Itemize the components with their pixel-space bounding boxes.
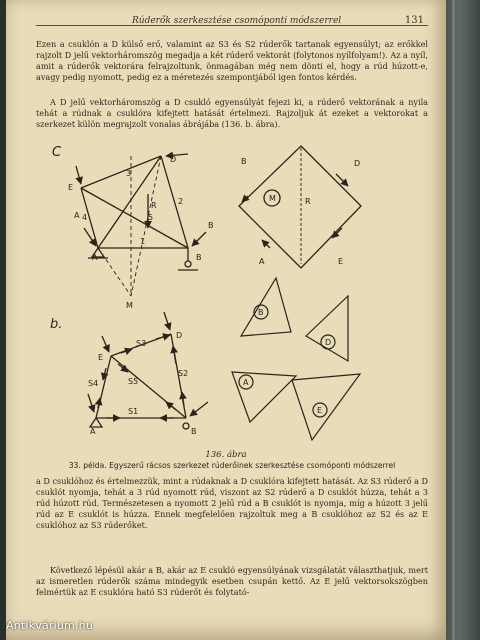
b-s5-label: S5 [128,377,139,386]
b-support-a [90,418,102,427]
b-support-b [183,423,189,429]
member-5 [81,188,188,248]
support-b-roller [185,261,191,267]
node-a-upper-label: A [74,211,80,220]
diamond-d-arrow [336,174,348,186]
b-s3-label: S3 [136,339,147,348]
diamond-d-label: D [354,159,361,168]
pole-m-label: M [269,194,276,203]
paragraph-2: A D jelű vektorháromszög a D csukló egyensúlyát fejezi ki, a rúderő vektorának a nyila tehát a rúdnak a csuklóra kifejtett hatását értelmezi. Rajzoljuk át ezeket a vektorokat a szerkezet külön megrajzolt vonalas ábrájába (136. b. ábra). [36,97,428,129]
load-b-arrow [192,232,206,246]
figure-number: 136. ábra [205,450,247,460]
b-reaction-a-arrow [88,394,94,412]
book-page [6,0,446,640]
diamond-e-label: E [338,257,344,266]
reaction-a-arrow [84,228,96,246]
point-m-label: M [126,301,133,310]
diamond-b-label: B [241,157,247,166]
paragraph-4: Következő lépésül akár a B, akár az E csukló egyensúlyának vizsgálatát választhatjuk, mert az ismeretlen rúderők száma mindegyik esetben csupán kettő. Az E jelű vektorsokszögben felmértük az E csuklóra ható S3 rúderőt és folytató- [36,565,428,597]
b-s3-d-arrow [156,335,170,339]
page-number: 131 [404,15,424,26]
b-s1-label: S1 [128,407,139,416]
b-node-b-label: B [191,427,197,436]
truss-labels-a [52,145,214,310]
node-b-label: B [196,253,202,262]
b-s3-e-arrow [121,349,132,353]
b-node-a-label: A [90,427,96,436]
b-load-b-arrow [190,402,208,416]
header-rule [36,25,428,26]
resultant-r-label: R [151,201,157,210]
watermark: Antikvárium.hu [6,619,93,632]
node-d-label: D [170,155,177,164]
polygon-d-label: D [325,338,332,347]
paragraph-1: Ezen a csuklón a D külső erő, valamint az S3 és S2 rúderők tartanak egyensúlyt; az erőkkel rajzolt D jelű vektorháromszög megadja a két rúderő vektorát (folytonos nyílfolyam!). Az a nyíl, amit a rúderők vektorára felrajzoltunk, önmagában még nem dönti el, hogy a rúd húzott-e, avagy pedig nyomott, pedig ez a méretezés szempontjából igen fontos kérdés. [36,39,428,82]
member-2-number: 2 [178,197,184,206]
running-header [36,2,428,26]
node-b-upper-label: B [208,221,214,230]
book-spine [446,0,480,640]
figure-caption: 33. példa. Egyszerű rácsos szerkezet rúderőinek szerkesztése csomóponti módszerrel [68,461,396,470]
polygon-a-label: A [243,378,249,387]
node-polygons-b [232,278,360,440]
figure-136 [36,136,428,446]
b-load-e-arrow [102,336,109,352]
diamond-a-label: A [259,257,265,266]
b-node-e-label: E [98,353,104,362]
polygon-d [306,296,348,361]
member-3 [81,156,161,188]
node-e-label: E [68,183,74,192]
member-1-number: 1 [140,237,146,246]
polygon-a [232,372,296,422]
panel-a-label: C [52,145,62,160]
panel-b-label: b. [50,317,63,332]
b-member-4 [96,356,111,418]
polygon-b-label: B [258,308,264,317]
b-node-d-label: D [176,331,183,340]
diamond-a-arrow [262,240,270,248]
diamond-e-arrow [332,228,342,238]
spine-ridge [452,0,455,640]
member-3-number: 3 [126,169,132,178]
member-2 [161,156,188,248]
force-polygon-diamond [239,146,361,268]
b-s2-d-arrow [173,346,176,364]
running-title: Rúderők szerkesztése csomóponti módszerrel [132,16,342,26]
load-e-arrow [76,166,81,184]
truss-diagram-b [88,312,208,429]
b-s4-label: S4 [88,379,99,388]
b-s2-label: S2 [178,369,189,378]
member-4-number: 4 [82,213,88,222]
truss-diagram-a [76,154,206,296]
node-a-label: A [92,253,98,262]
b-load-d-arrow [164,312,170,330]
paragraph-3: a D csuklóhoz és értelmezzük, mint a rúdaknak a D csuklóra kifejtett hatását. Az S3 rúderő a D csuklót nyomja, tehát a 3 rúd nyomott rúd, viszont az S2 rúderő a D csuklót húzza, tehát a 3 rúd húzott rúd. Természetesen a nyomott 2 jelű rúd a B csuklót is nyomja, míg a húzott 3 jelű rúd az E csuklót is húzza. Ennek megfelelően rajzoltuk meg a B csuklóhoz az S2 és az E csuklóhoz az S3 rúderőket. [36,476,428,530]
diamond-r-label: R [305,197,311,206]
member-5-number: 5 [148,213,154,222]
polygon-e-label: E [317,406,323,415]
diamond-outline [239,146,361,268]
b-s5-b-arrow [166,402,176,410]
